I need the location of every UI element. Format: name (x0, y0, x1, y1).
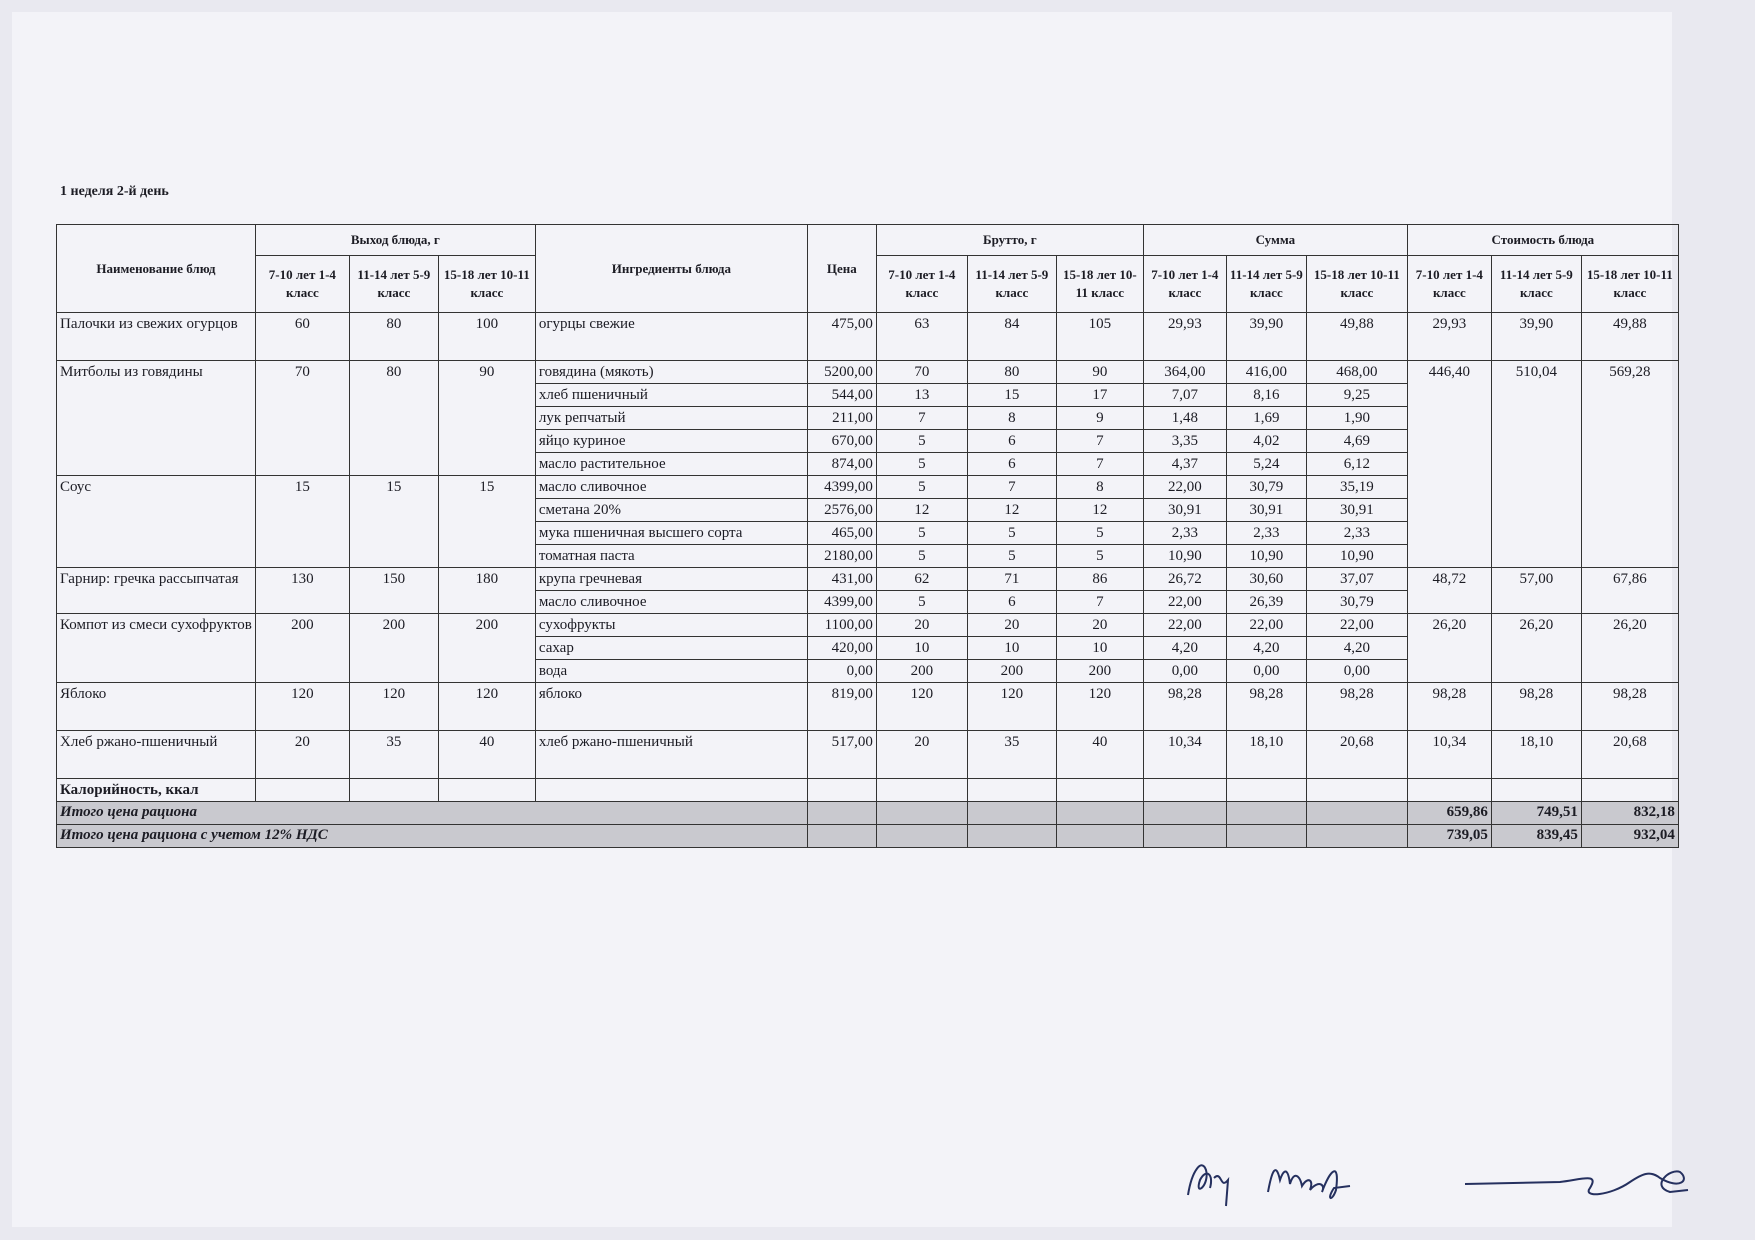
dish-name: Соус (57, 476, 256, 568)
dish-name: Компот из смеси сухофруктов (57, 614, 256, 683)
ingredient-brutto: 35 (967, 731, 1056, 779)
ingredient-sum: 9,25 (1306, 384, 1407, 407)
ingredient-brutto: 6 (967, 430, 1056, 453)
header-age-group: 7-10 лет 1-4 класс (876, 256, 967, 313)
empty-cell (1306, 802, 1407, 825)
empty-cell (1226, 779, 1306, 802)
header-brutto: Брутто, г (876, 225, 1143, 256)
ingredient-price: 5200,00 (807, 361, 876, 384)
header-age-group: 11-14 лет 5-9 класс (1226, 256, 1306, 313)
ingredient-price: 465,00 (807, 522, 876, 545)
calories-row (57, 779, 1679, 802)
empty-cell (807, 779, 876, 802)
ingredient-brutto: 20 (876, 614, 967, 637)
ingredient-sum: 2,33 (1143, 522, 1226, 545)
dish-output: 120 (349, 683, 438, 731)
table-body (57, 313, 1679, 779)
dish-output: 200 (255, 614, 349, 683)
ingredient-sum: 18,10 (1226, 731, 1306, 779)
ingredient-brutto: 20 (1056, 614, 1143, 637)
empty-cell (1056, 825, 1143, 848)
ingredient-sum: 30,91 (1306, 499, 1407, 522)
total-value: 749,51 (1491, 802, 1581, 825)
ingredient-sum: 0,00 (1226, 660, 1306, 683)
dish-output: 100 (438, 313, 535, 361)
dish-cost: 18,10 (1491, 731, 1581, 779)
ingredient-sum: 39,90 (1226, 313, 1306, 361)
signature-1 (1188, 1165, 1228, 1206)
ingredient-price: 4399,00 (807, 591, 876, 614)
empty-cell (1306, 779, 1407, 802)
ingredient-name: вода (535, 660, 807, 683)
ingredient-sum: 1,90 (1306, 407, 1407, 430)
dish-name: Хлеб ржано-пшеничный (57, 731, 256, 779)
header-dish-name: Наименование блюд (57, 225, 256, 313)
ingredient-brutto: 7 (876, 407, 967, 430)
empty-cell (876, 825, 967, 848)
header-age-group: 11-14 лет 5-9 класс (1491, 256, 1581, 313)
dish-cost: 26,20 (1407, 614, 1491, 683)
ingredient-sum: 29,93 (1143, 313, 1226, 361)
ingredient-brutto: 120 (967, 683, 1056, 731)
ingredient-brutto: 5 (876, 476, 967, 499)
ingredient-price: 819,00 (807, 683, 876, 731)
ingredient-sum: 30,79 (1226, 476, 1306, 499)
dish-cost: 26,20 (1581, 614, 1678, 683)
dish-cost: 510,04 (1491, 361, 1581, 568)
ingredient-name: масло сливочное (535, 591, 807, 614)
dish-name: Митболы из говядины (57, 361, 256, 476)
ingredient-brutto: 70 (876, 361, 967, 384)
total-row (57, 802, 1679, 825)
empty-cell (1056, 802, 1143, 825)
ingredient-sum: 2,33 (1226, 522, 1306, 545)
dish-cost: 20,68 (1581, 731, 1678, 779)
header-age-group: 7-10 лет 1-4 класс (255, 256, 349, 313)
ingredient-brutto: 6 (967, 591, 1056, 614)
dish-output: 200 (438, 614, 535, 683)
ingredient-sum: 4,20 (1306, 637, 1407, 660)
dish-output: 60 (255, 313, 349, 361)
ingredient-price: 420,00 (807, 637, 876, 660)
dish-output: 90 (438, 361, 535, 476)
ingredient-name: сметана 20% (535, 499, 807, 522)
ingredient-brutto: 5 (876, 591, 967, 614)
ingredient-brutto: 62 (876, 568, 967, 591)
ingredient-sum: 6,12 (1306, 453, 1407, 476)
dish-cost: 98,28 (1491, 683, 1581, 731)
ingredient-sum: 5,24 (1226, 453, 1306, 476)
ingredient-name: томатная паста (535, 545, 807, 568)
ingredient-name: масло растительное (535, 453, 807, 476)
signature-2 (1268, 1170, 1350, 1198)
ingredient-brutto: 86 (1056, 568, 1143, 591)
total-vat-row (57, 825, 1679, 848)
ingredient-sum: 416,00 (1226, 361, 1306, 384)
ingredient-brutto: 10 (1056, 637, 1143, 660)
dish-cost: 26,20 (1491, 614, 1581, 683)
ingredient-name: огурцы свежие (535, 313, 807, 361)
signature-3 (1465, 1171, 1688, 1194)
empty-cell (807, 802, 876, 825)
ingredient-brutto: 10 (876, 637, 967, 660)
ingredient-sum: 10,90 (1143, 545, 1226, 568)
ingredient-sum: 49,88 (1306, 313, 1407, 361)
dish-cost: 446,40 (1407, 361, 1491, 568)
ingredient-price: 544,00 (807, 384, 876, 407)
dish-output: 15 (255, 476, 349, 568)
header-age-group: 7-10 лет 1-4 класс (1407, 256, 1491, 313)
ingredient-brutto: 13 (876, 384, 967, 407)
ingredient-name: мука пшеничная высшего сорта (535, 522, 807, 545)
empty-cell (1143, 825, 1226, 848)
ingredient-sum: 30,91 (1226, 499, 1306, 522)
ingredient-sum: 22,00 (1226, 614, 1306, 637)
table-header (57, 225, 1679, 313)
ingredient-sum: 26,72 (1143, 568, 1226, 591)
dish-output: 120 (438, 683, 535, 731)
ingredient-price: 670,00 (807, 430, 876, 453)
ingredient-brutto: 8 (967, 407, 1056, 430)
dish-cost: 48,72 (1407, 568, 1491, 614)
ingredient-price: 0,00 (807, 660, 876, 683)
ingredient-name: хлеб ржано-пшеничный (535, 731, 807, 779)
ingredient-sum: 37,07 (1306, 568, 1407, 591)
ingredient-brutto: 80 (967, 361, 1056, 384)
ingredient-sum: 8,16 (1226, 384, 1306, 407)
ingredient-brutto: 105 (1056, 313, 1143, 361)
header-age-group: 15-18 лет 10-11 класс (1056, 256, 1143, 313)
ingredient-sum: 30,91 (1143, 499, 1226, 522)
header-age-group: 15-18 лет 10-11 класс (1581, 256, 1678, 313)
dish-cost: 98,28 (1407, 683, 1491, 731)
empty-cell (1056, 779, 1143, 802)
dish-cost: 57,00 (1491, 568, 1581, 614)
ingredient-name: хлеб пшеничный (535, 384, 807, 407)
ingredient-name: лук репчатый (535, 407, 807, 430)
ingredient-sum: 3,35 (1143, 430, 1226, 453)
ingredient-brutto: 7 (1056, 453, 1143, 476)
ingredient-sum: 10,34 (1143, 731, 1226, 779)
dish-output: 15 (349, 476, 438, 568)
header-age-group: 11-14 лет 5-9 класс (967, 256, 1056, 313)
page-title: 1 неделя 2-й день (60, 184, 169, 199)
ingredient-sum: 35,19 (1306, 476, 1407, 499)
empty-cell (535, 779, 807, 802)
empty-cell (967, 825, 1056, 848)
header-sum: Сумма (1143, 225, 1407, 256)
ingredient-brutto: 5 (876, 430, 967, 453)
ingredient-sum: 98,28 (1306, 683, 1407, 731)
empty-cell (1226, 802, 1306, 825)
empty-cell (1143, 802, 1226, 825)
table-row (57, 614, 1679, 637)
ingredient-sum: 26,39 (1226, 591, 1306, 614)
ingredient-price: 431,00 (807, 568, 876, 591)
ingredient-name: яйцо куриное (535, 430, 807, 453)
ingredient-brutto: 5 (1056, 522, 1143, 545)
empty-cell (876, 779, 967, 802)
ingredient-brutto: 200 (1056, 660, 1143, 683)
total-vat-label: Итого цена рациона с учетом 12% НДС (57, 825, 808, 848)
ingredient-name: масло сливочное (535, 476, 807, 499)
empty-cell (876, 802, 967, 825)
ingredient-price: 2576,00 (807, 499, 876, 522)
ingredient-brutto: 20 (876, 731, 967, 779)
ingredient-name: крупа гречневая (535, 568, 807, 591)
ingredient-brutto: 15 (967, 384, 1056, 407)
table-row (57, 731, 1679, 779)
ingredient-brutto: 12 (967, 499, 1056, 522)
ingredient-sum: 0,00 (1143, 660, 1226, 683)
ingredient-brutto: 120 (876, 683, 967, 731)
ingredient-sum: 7,07 (1143, 384, 1226, 407)
header-age-group: 7-10 лет 1-4 класс (1143, 256, 1226, 313)
ingredient-sum: 4,20 (1226, 637, 1306, 660)
ingredient-brutto: 71 (967, 568, 1056, 591)
empty-cell (1226, 825, 1306, 848)
total-value: 832,18 (1581, 802, 1678, 825)
empty-cell (1306, 825, 1407, 848)
dish-output: 180 (438, 568, 535, 614)
total-vat-value: 932,04 (1581, 825, 1678, 848)
dish-output: 200 (349, 614, 438, 683)
ingredient-brutto: 8 (1056, 476, 1143, 499)
signatures (1180, 1140, 1700, 1210)
dish-cost: 10,34 (1407, 731, 1491, 779)
dish-name: Палочки из свежих огурцов (57, 313, 256, 361)
ingredient-brutto: 63 (876, 313, 967, 361)
empty-cell (255, 779, 349, 802)
empty-cell (967, 802, 1056, 825)
ingredient-sum: 0,00 (1306, 660, 1407, 683)
ingredient-brutto: 6 (967, 453, 1056, 476)
menu-table (56, 224, 1679, 848)
dish-output: 130 (255, 568, 349, 614)
total-vat-value: 739,05 (1407, 825, 1491, 848)
ingredient-brutto: 5 (1056, 545, 1143, 568)
dish-output: 20 (255, 731, 349, 779)
ingredient-brutto: 9 (1056, 407, 1143, 430)
ingredient-sum: 4,69 (1306, 430, 1407, 453)
ingredient-brutto: 12 (876, 499, 967, 522)
empty-cell (807, 825, 876, 848)
empty-cell (967, 779, 1056, 802)
empty-cell (1581, 779, 1678, 802)
ingredient-name: сахар (535, 637, 807, 660)
ingredient-brutto: 7 (1056, 591, 1143, 614)
ingredient-sum: 10,90 (1226, 545, 1306, 568)
table-row (57, 313, 1679, 361)
ingredient-sum: 22,00 (1143, 614, 1226, 637)
ingredient-brutto: 90 (1056, 361, 1143, 384)
table-row (57, 568, 1679, 591)
dish-cost: 67,86 (1581, 568, 1678, 614)
ingredient-brutto: 200 (876, 660, 967, 683)
table-footer (57, 779, 1679, 848)
dish-output: 15 (438, 476, 535, 568)
table-row (57, 683, 1679, 731)
ingredient-brutto: 10 (967, 637, 1056, 660)
ingredient-brutto: 84 (967, 313, 1056, 361)
dish-output: 120 (255, 683, 349, 731)
ingredient-sum: 30,79 (1306, 591, 1407, 614)
ingredient-price: 1100,00 (807, 614, 876, 637)
dish-name: Яблоко (57, 683, 256, 731)
header-age-group: 15-18 лет 10-11 класс (438, 256, 535, 313)
dish-cost: 29,93 (1407, 313, 1491, 361)
ingredient-sum: 364,00 (1143, 361, 1226, 384)
ingredient-price: 2180,00 (807, 545, 876, 568)
ingredient-brutto: 7 (967, 476, 1056, 499)
empty-cell (1491, 779, 1581, 802)
empty-cell (1407, 779, 1491, 802)
ingredient-sum: 20,68 (1306, 731, 1407, 779)
empty-cell (438, 779, 535, 802)
ingredient-price: 475,00 (807, 313, 876, 361)
ingredient-name: яблоко (535, 683, 807, 731)
ingredient-price: 211,00 (807, 407, 876, 430)
ingredient-sum: 4,02 (1226, 430, 1306, 453)
ingredient-name: сухофрукты (535, 614, 807, 637)
dish-cost: 569,28 (1581, 361, 1678, 568)
dish-name: Гарнир: гречка рассыпчатая (57, 568, 256, 614)
ingredient-sum: 10,90 (1306, 545, 1407, 568)
ingredient-price: 874,00 (807, 453, 876, 476)
ingredient-brutto: 5 (967, 545, 1056, 568)
total-value: 659,86 (1407, 802, 1491, 825)
header-ingredients: Ингредиенты блюда (535, 225, 807, 313)
header-output: Выход блюда, г (255, 225, 535, 256)
calories-label: Калорийность, ккал (57, 779, 256, 802)
ingredient-sum: 4,37 (1143, 453, 1226, 476)
ingredient-sum: 22,00 (1143, 476, 1226, 499)
ingredient-brutto: 12 (1056, 499, 1143, 522)
dish-cost: 39,90 (1491, 313, 1581, 361)
header-age-group: 15-18 лет 10-11 класс (1306, 256, 1407, 313)
ingredient-sum: 98,28 (1143, 683, 1226, 731)
header-price: Цена (807, 225, 876, 313)
total-vat-value: 839,45 (1491, 825, 1581, 848)
dish-output: 40 (438, 731, 535, 779)
empty-cell (349, 779, 438, 802)
ingredient-brutto: 5 (876, 522, 967, 545)
ingredient-price: 517,00 (807, 731, 876, 779)
ingredient-sum: 30,60 (1226, 568, 1306, 591)
dish-output: 80 (349, 313, 438, 361)
dish-cost: 98,28 (1581, 683, 1678, 731)
empty-cell (1143, 779, 1226, 802)
dish-output: 70 (255, 361, 349, 476)
dish-output: 35 (349, 731, 438, 779)
ingredient-sum: 2,33 (1306, 522, 1407, 545)
ingredient-name: говядина (мякоть) (535, 361, 807, 384)
ingredient-sum: 22,00 (1306, 614, 1407, 637)
table-row (57, 361, 1679, 384)
ingredient-brutto: 40 (1056, 731, 1143, 779)
header-age-group: 11-14 лет 5-9 класс (349, 256, 438, 313)
dish-output: 80 (349, 361, 438, 476)
ingredient-brutto: 120 (1056, 683, 1143, 731)
header-cost: Стоимость блюда (1407, 225, 1678, 256)
dish-output: 150 (349, 568, 438, 614)
ingredient-brutto: 200 (967, 660, 1056, 683)
ingredient-brutto: 5 (876, 453, 967, 476)
ingredient-sum: 1,48 (1143, 407, 1226, 430)
ingredient-brutto: 7 (1056, 430, 1143, 453)
ingredient-brutto: 17 (1056, 384, 1143, 407)
ingredient-brutto: 5 (967, 522, 1056, 545)
ingredient-brutto: 5 (876, 545, 967, 568)
total-label: Итого цена рациона (57, 802, 808, 825)
ingredient-brutto: 20 (967, 614, 1056, 637)
ingredient-price: 4399,00 (807, 476, 876, 499)
ingredient-sum: 468,00 (1306, 361, 1407, 384)
ingredient-sum: 1,69 (1226, 407, 1306, 430)
ingredient-sum: 4,20 (1143, 637, 1226, 660)
ingredient-sum: 98,28 (1226, 683, 1306, 731)
ingredient-sum: 22,00 (1143, 591, 1226, 614)
dish-cost: 49,88 (1581, 313, 1678, 361)
